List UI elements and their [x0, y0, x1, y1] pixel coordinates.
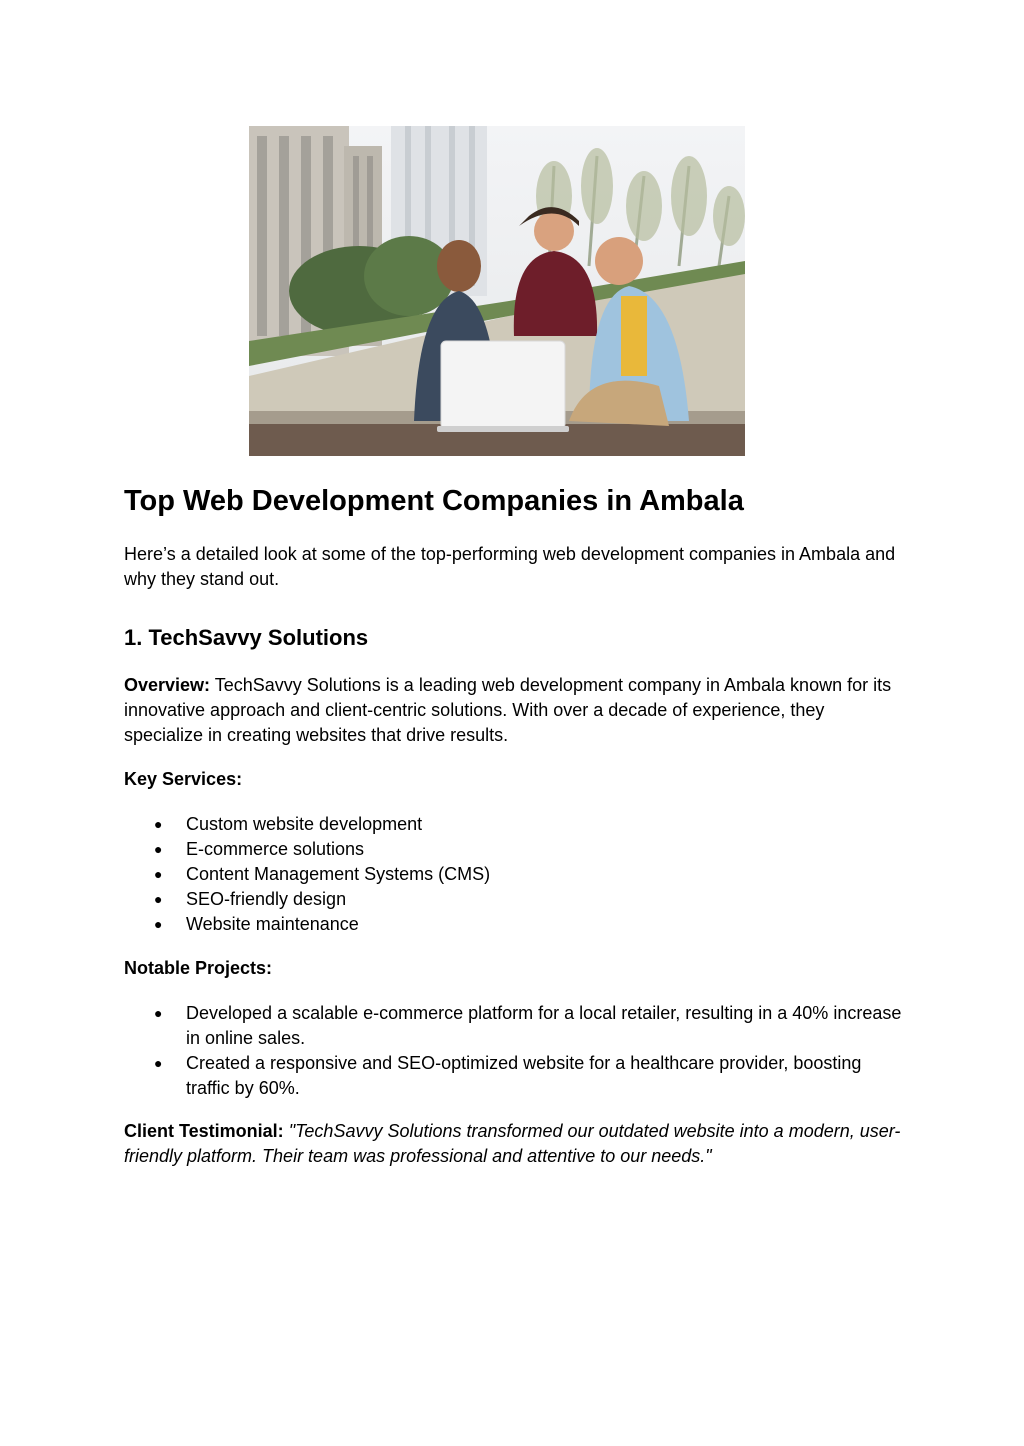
- projects-label: Notable Projects:: [124, 958, 273, 978]
- testimonial-paragraph: [124, 1119, 904, 1169]
- services-label: Key Services:: [124, 769, 243, 789]
- list-item: ● Content Management Systems (CMS): [124, 862, 904, 887]
- list-item: ● SEO-friendly design: [124, 887, 904, 912]
- bullet-icon: ●: [154, 1005, 163, 1021]
- team-photo: [249, 126, 745, 456]
- list-item: ● Developed a scalable e-commerce platform for a local retailer, resulting in a 40% increase in online sales.: [154, 1003, 902, 1048]
- bullet-icon: ●: [154, 866, 163, 882]
- overview-text: TechSavvy Solutions is a leading web development company in Ambala known for its innovative approach and client-centric solutions. With over a decade of experience, they specialize in creating websites that drive results.: [124, 675, 892, 745]
- list-item: ● Website maintenance: [124, 912, 904, 937]
- intro-paragraph: Here’s a detailed look at some of the top-performing web development companies in Ambala and why they stand out.: [124, 544, 896, 589]
- services-list: [124, 812, 904, 937]
- overview-label: Overview:: [124, 675, 211, 695]
- list-item: ● E-commerce solutions: [124, 837, 904, 862]
- list-item: ● Custom website development: [124, 812, 904, 837]
- bullet-icon: ●: [154, 816, 163, 832]
- article: [124, 480, 904, 1169]
- page-title: Top Web Development Companies in Ambala: [124, 485, 744, 517]
- testimonial-quote: "TechSavvy Solutions transformed our outdated website into a modern, user-friendly platform. Their team was professional and attentive to our needs.": [124, 1121, 901, 1166]
- bullet-icon: ●: [154, 916, 163, 932]
- bullet-icon: ●: [154, 841, 163, 857]
- bullet-icon: ●: [154, 1055, 163, 1071]
- bullet-icon: ●: [154, 891, 163, 907]
- company-title: 1. TechSavvy Solutions: [124, 625, 369, 650]
- projects-list: [124, 1001, 904, 1101]
- testimonial-label: Client Testimonial:: [124, 1121, 284, 1141]
- overview-paragraph: [124, 673, 904, 748]
- list-item: ● Created a responsive and SEO-optimized website for a healthcare provider, boosting traffic by 60%.: [154, 1053, 862, 1098]
